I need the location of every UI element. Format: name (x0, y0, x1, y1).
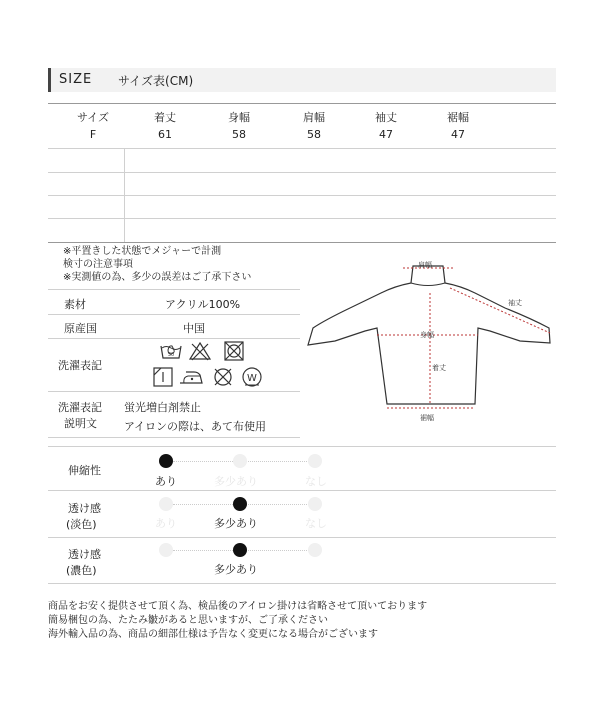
row-shoulder: 58 (307, 128, 321, 141)
sheer-dark-label-2: (濃色) (66, 564, 97, 577)
iron-low-icon (178, 367, 204, 387)
col-length: 着丈 (154, 111, 176, 124)
material-value: アクリル100% (165, 298, 241, 311)
header-title: サイズ表(CM) (118, 74, 194, 88)
footer-line-3: 海外輸入品の為、商品の細部仕様は予告なく変更になる場合がございます (48, 629, 378, 640)
wash-note-1: 蛍光増白剤禁止 (124, 401, 201, 414)
diagram-hem-label: 裾幅 (420, 414, 434, 422)
header-accent-bar (48, 68, 51, 92)
hand-wash-icon (159, 341, 183, 361)
sheer-dark-dot-some (233, 543, 247, 557)
material-label: 素材 (64, 298, 86, 311)
wash-note-label-2: 説明文 (64, 417, 97, 430)
diagram-shoulder-label: 肩幅 (418, 261, 432, 269)
row-hem: 47 (451, 128, 465, 141)
col-hem: 裾幅 (447, 111, 469, 124)
no-dry-clean-icon (212, 367, 234, 387)
wash-label: 洗濯表記 (58, 359, 102, 372)
line-dry-shade-icon (152, 367, 174, 387)
diagram-length-label: 着丈 (432, 364, 446, 372)
stretch-dot-some (233, 454, 247, 468)
col-sleeve: 袖丈 (375, 111, 397, 124)
sheer-light-opt-some: 多少あり (214, 517, 258, 530)
svg-text:30: 30 (167, 352, 175, 358)
note-line-1: ※平置きした状態でメジャーで計測 (63, 246, 222, 257)
sheer-dark-dot-yes (159, 543, 173, 557)
sheer-light-opt-yes: あり (155, 517, 177, 530)
wash-note-label-1: 洗濯表記 (58, 401, 102, 414)
col-chest: 身幅 (228, 111, 250, 124)
no-tumble-dry-icon (222, 341, 246, 361)
sheer-light-opt-none: なし (305, 517, 327, 530)
row-size: F (89, 128, 97, 141)
section-header (48, 68, 556, 92)
sheer-dark-dot-none (308, 543, 322, 557)
col-size: サイズ (76, 111, 110, 124)
header-label: SIZE (59, 72, 93, 87)
footer-line-1: 商品をお安く提供させて頂く為、検品後のアイロン掛けは省略させて頂いております (48, 601, 428, 612)
sweater-outline (305, 258, 560, 428)
row-length: 61 (158, 128, 172, 141)
footer-line-2: 簡易梱包の為、たたみ皺があると思いますが、ご了承ください (48, 615, 328, 626)
col-shoulder: 肩幅 (303, 111, 325, 124)
wet-clean-icon (241, 366, 263, 388)
no-bleach-icon (188, 341, 212, 361)
wash-note-2: アイロンの際は、あて布使用 (124, 420, 267, 433)
stretch-opt-none: なし (305, 475, 327, 488)
stretch-opt-yes: あり (155, 475, 177, 488)
svg-text:W: W (247, 373, 257, 384)
stretch-dot-yes (159, 454, 173, 468)
sheer-light-dot-none (308, 497, 322, 511)
sheer-dark-opt-some: 多少あり (214, 563, 258, 576)
sheer-dark-label-1: 透け感 (68, 548, 101, 561)
stretch-label: 伸縮性 (68, 464, 101, 477)
note-line-3: ※実測値の為、多少の誤差はご了承下さい (63, 272, 252, 283)
sheer-light-label-1: 透け感 (68, 502, 101, 515)
stretch-dot-none (308, 454, 322, 468)
sheer-light-dot-yes (159, 497, 173, 511)
stretch-opt-some: 多少あり (214, 475, 258, 488)
diagram-chest-label: 身幅 (420, 331, 434, 339)
row-sleeve: 47 (379, 128, 393, 141)
origin-value: 中国 (183, 322, 205, 335)
diagram-sleeve-label: 袖丈 (508, 299, 522, 307)
origin-label: 原産国 (64, 322, 97, 335)
sheer-light-dot-some (233, 497, 247, 511)
note-line-2: 検寸の注意事項 (63, 259, 133, 270)
sheer-light-label-2: (淡色) (66, 518, 97, 531)
row-chest: 58 (232, 128, 246, 141)
